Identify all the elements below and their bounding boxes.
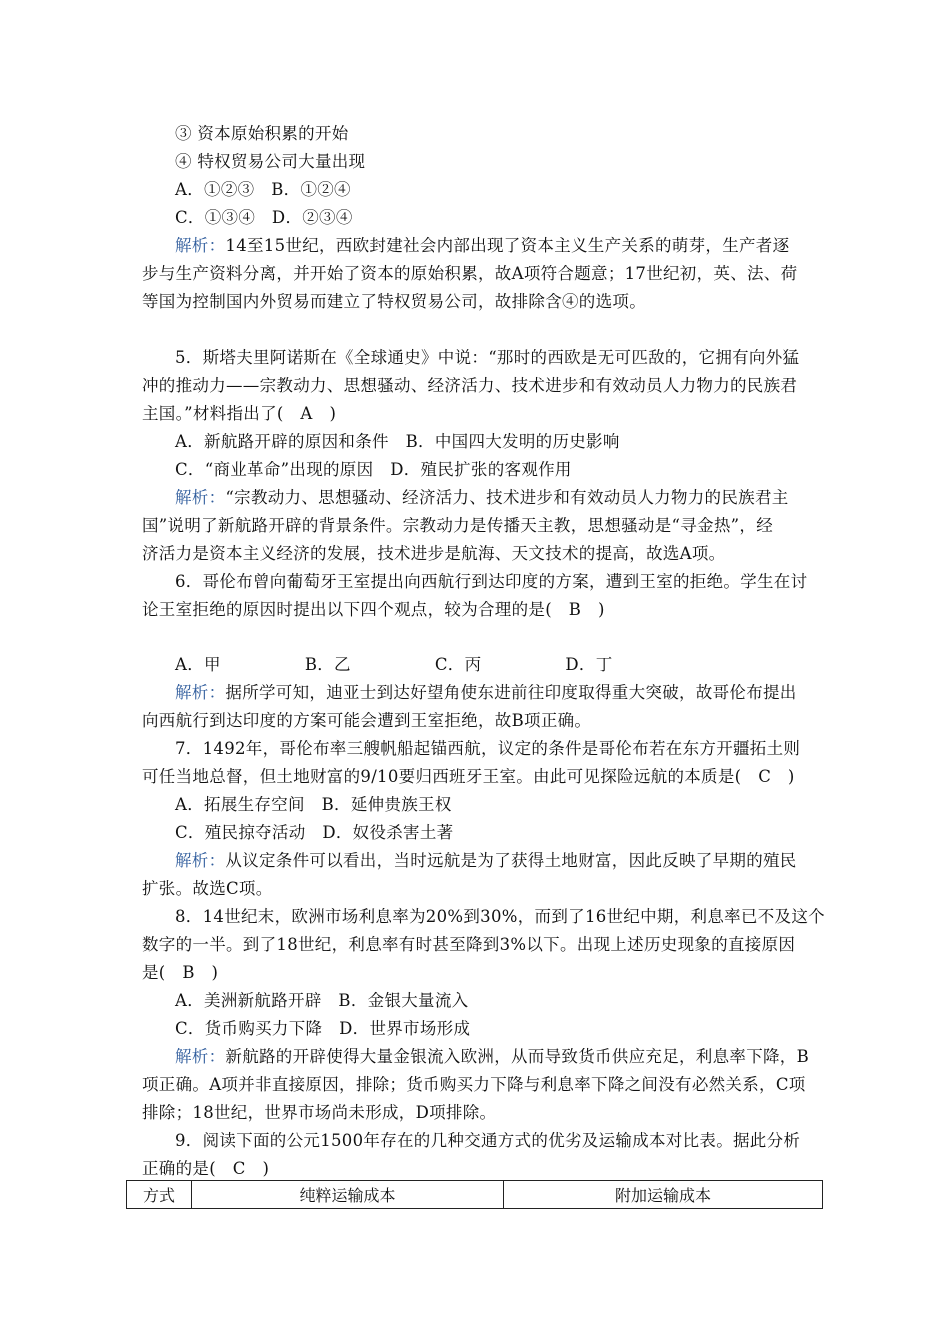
text-line [175, 236, 789, 256]
text-line [142, 544, 725, 564]
text-line [142, 404, 336, 424]
line-text: 项正确。A项并非直接原因，排除；货币购买力下降与利息率下降之间没有必然关系，C项 [142, 1075, 806, 1094]
line-text: C．“商业革命”出现的原因 D．殖民扩张的客观作用 [175, 460, 572, 479]
line-text: C．殖民掠夺活动 D．奴役杀害土著 [175, 823, 454, 842]
line-text: 排除；18世纪，世界市场尚未形成，D项排除。 [142, 1103, 497, 1122]
line-text: 冲的推动力——宗教动力、思想骚动、经济活力、技术进步和有效动员人力物力的民族君 [142, 376, 798, 395]
text-line [175, 180, 351, 200]
line-text: 数字的一半。到了18世纪，利息率有时甚至降到3%以下。出现上述历史现象的直接原因 [142, 935, 796, 954]
text-line [142, 879, 273, 899]
text-line [175, 1131, 800, 1151]
line-text: A．①②③ B．①②④ [175, 180, 351, 199]
line-text: 步与生产资料分离，并开始了资本的原始积累，故A项符合题意；17世纪初，英、法、荷 [142, 264, 798, 283]
line-text: 论王室拒绝的原因时提出以下四个观点，较为合理的是( B ) [142, 600, 605, 619]
analysis-label: 解析： [175, 488, 226, 507]
line-text: 6．哥伦布曾向葡萄牙王室提出向西航行到达印度的方案，遭到王室的拒绝。学生在讨 [175, 572, 808, 591]
line-text: 7．1492年，哥伦布率三艘帆船起锚西航，议定的条件是哥伦布若在东方开疆拓土则 [175, 739, 801, 758]
line-text: ④ 特权贸易公司大量出现 [175, 152, 366, 171]
line-text: 主国。”材料指出了( A ) [142, 404, 337, 423]
text-line [175, 823, 453, 843]
line-text: ③ 资本原始积累的开始 [175, 124, 349, 143]
text-line [175, 208, 353, 228]
text-line [175, 1019, 470, 1039]
text-line [142, 264, 797, 284]
line-text: 从议定条件可以看出，当时远航是为了获得土地财富，因此反映了早期的殖民 [225, 851, 797, 870]
line-text: 新航路的开辟使得大量金银流入欧洲，从而导致货币供应充足，利息率下降，B [225, 1047, 810, 1066]
analysis-label: 解析： [175, 851, 226, 870]
text-line [142, 1103, 496, 1123]
line-text: A．新航路开辟的原因和条件 B．中国四大发明的历史影响 [175, 432, 620, 451]
line-text: 可任当地总督，但土地财富的9/10要归西班牙王室。由此可见探险远航的本质是( C ) [142, 767, 795, 786]
text-line [142, 711, 591, 731]
line-text: 扩张。故选C项。 [142, 879, 273, 898]
line-text: 向西航行到达印度的方案可能会遭到王室拒绝，故B项正确。 [142, 711, 592, 730]
line-text: 9．阅读下面的公元1500年存在的几种交通方式的优劣及运输成本对比表。据此分析 [175, 1131, 801, 1150]
text-line [142, 516, 773, 536]
analysis-label: 解析： [175, 1047, 226, 1066]
line-text: A．拓展生存空间 B．延伸贵族王权 [175, 795, 452, 814]
text-line [142, 963, 218, 983]
table-header-cell: 方式 [127, 1181, 192, 1209]
text-line [175, 460, 572, 480]
text-line [175, 655, 613, 675]
line-text: C．货币购买力下降 D．世界市场形成 [175, 1019, 471, 1038]
line-text: 是( B ) [142, 963, 219, 982]
text-line [175, 124, 349, 144]
text-line [142, 376, 797, 396]
line-text: 5．斯塔夫里阿诺斯在《全球通史》中说：“那时的西欧是无可匹敌的，它拥有向外猛 [175, 348, 800, 367]
text-line [142, 600, 605, 620]
transport-cost-table [126, 1180, 823, 1209]
line-text: 等国为控制国内外贸易而建立了特权贸易公司，故排除含④的选项。 [142, 292, 646, 311]
text-line [175, 851, 797, 871]
table-header-cell: 附加运输成本 [504, 1181, 823, 1209]
text-line [175, 152, 365, 172]
text-line [175, 991, 468, 1011]
line-text: 济活力是资本主义经济的发展，技术进步是航海、天文技术的提高，故选A项。 [142, 544, 726, 563]
text-line [142, 1159, 269, 1179]
text-line [175, 348, 799, 368]
line-text: 据所学可知，迪亚士到达好望角使东进前往印度取得重大突破，故哥伦布提出 [225, 683, 797, 702]
table-header-cell: 纯粹运输成本 [192, 1181, 504, 1209]
text-line [175, 432, 620, 452]
text-line [175, 1047, 809, 1067]
text-line [175, 572, 807, 592]
text-line [142, 1075, 806, 1095]
line-text: 正确的是( C ) [142, 1159, 270, 1178]
line-text: A．甲 B．乙 C．丙 D．丁 [175, 655, 613, 674]
text-line [142, 935, 795, 955]
text-line [175, 795, 452, 815]
line-text: C．①③④ D．②③④ [175, 208, 353, 227]
text-line [175, 488, 789, 508]
analysis-label: 解析： [175, 236, 226, 255]
text-line [175, 907, 825, 927]
text-line [175, 683, 797, 703]
line-text: A．美洲新航路开辟 B．金银大量流入 [175, 991, 469, 1010]
text-line [142, 292, 646, 312]
text-line [142, 767, 795, 787]
line-text: 8．14世纪末，欧洲市场利息率为20%到30%，而到了16世纪中期，利息率已不及这个 [175, 907, 825, 926]
line-text: “宗教动力、思想骚动、经济活力、技术进步和有效动员人力物力的民族君主 [225, 488, 789, 507]
line-text: 国”说明了新航路开辟的背景条件。宗教动力是传播天主教，思想骚动是“寻金热”，经 [142, 516, 774, 535]
line-text: 14至15世纪，西欧封建社会内部出现了资本主义生产关系的萌芽，生产者逐 [225, 236, 790, 255]
table-header-row [127, 1181, 823, 1209]
analysis-label: 解析： [175, 683, 226, 702]
text-line [175, 739, 800, 759]
